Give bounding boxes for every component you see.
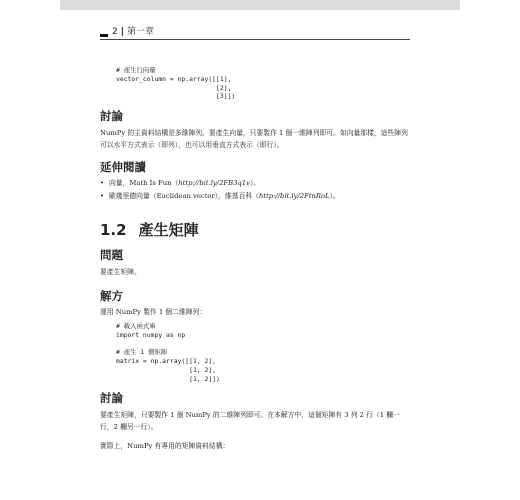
heading-discussion-2: 討論 [100, 391, 123, 405]
heading-further-reading: 延伸閱讀 [100, 160, 146, 174]
reading-item-link[interactable]: http://bit.ly/2FtnRoL [258, 192, 330, 200]
reading-item-text: 歐幾里德向量（Euclidean vector），維基百科（ [109, 192, 259, 200]
paragraph-discussion-3: 實際上，NumPy 有專用的矩陣資料結構： [100, 442, 230, 450]
heading-problem: 問題 [100, 248, 123, 262]
running-head [100, 27, 410, 40]
code-block-vector-column: # 產生行向量 vector_column = np.array([[1], [2], [3]]) [116, 66, 236, 101]
running-head-marker [100, 34, 108, 37]
paragraph-problem: 要產生矩陣。 [100, 268, 141, 276]
reading-item-link[interactable]: http://bit.ly/2FB3q1v [178, 179, 250, 187]
paragraph-discussion-1: NumPy 的主資料結構是多維陣列。要產生向量，只要製作 1 個一維陣列即可。如向量那樣，這些陣列可以水平方式表示（即列），也可以用垂直方式表示（即行）。 [100, 129, 408, 149]
reading-item-tail: ）。 [329, 192, 340, 200]
running-head-separator: | [120, 27, 125, 37]
heading-solution: 解方 [100, 289, 123, 303]
paragraph-discussion-2: 要產生矩陣，只要製作 1 個 NumPy 的二維陣列即可。在本解方中，這個矩陣有 3 列 2 行（1 欄一行，2 欄另一行）。 [100, 411, 400, 431]
recipe-heading [100, 221, 199, 239]
paragraph-solution: 運用 NumPy 製作 1 個二維陣列： [100, 308, 207, 316]
further-reading-item [100, 190, 340, 203]
recipe-number: 1.2 [100, 221, 127, 239]
reading-item-text: 向量，Math Is Fun（ [109, 179, 179, 187]
recipe-title: 產生矩陣 [138, 221, 199, 239]
code-block-matrix: # 載入函式庫 import numpy as np # 產生 1 個矩陣 matrix = np.array([[1, 2], [1, 2], [1, 2]]) [116, 322, 220, 383]
further-reading-item [100, 177, 340, 190]
book-page [100, 0, 410, 500]
chapter-title: 第一章 [127, 27, 155, 37]
page-number: 2 [112, 27, 118, 37]
heading-discussion-1: 討論 [100, 109, 123, 123]
reading-item-tail: ）。 [249, 179, 261, 187]
further-reading-list [100, 177, 340, 203]
